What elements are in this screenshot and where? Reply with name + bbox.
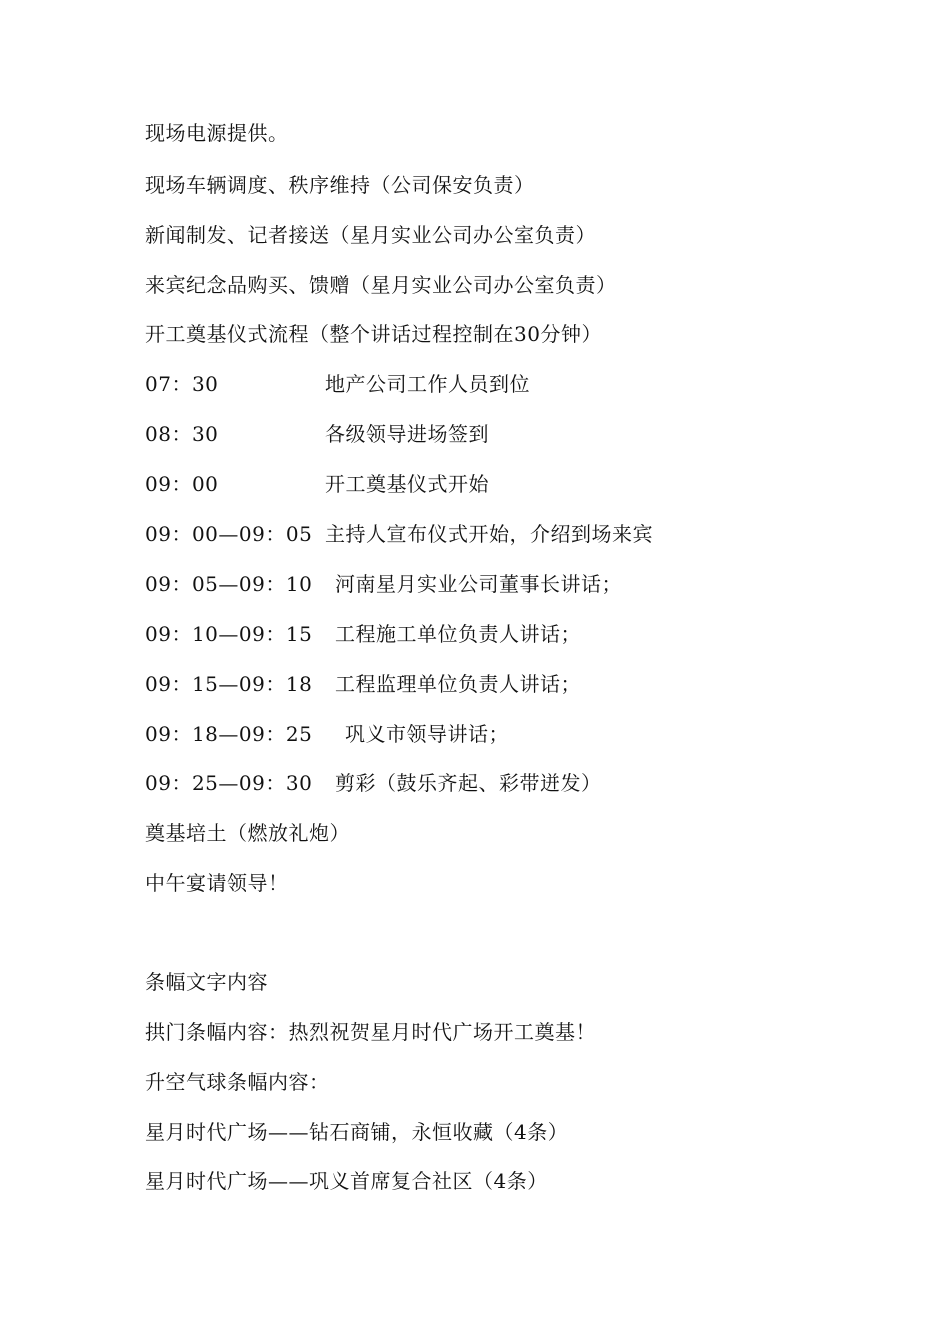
schedule-item: 河南星月实业公司董事长讲话； [335,572,622,596]
schedule-item: 开工奠基仪式开始 [325,472,489,496]
banner-arch-text: 拱门条幅内容：热烈祝贺星月时代广场开工奠基！ [145,1020,596,1044]
schedule-time: 09：10—09：15 [145,622,313,646]
schedule-time: 07：30 [145,372,219,396]
schedule-item: 各级领导进场签到 [325,422,489,446]
text-line: 新闻制发、记者接送（星月实业公司办公室负责） [145,223,596,247]
text-line: 现场电源提供。 [145,121,289,145]
banner-heading: 条幅文字内容 [145,970,268,994]
balloon-banner-text: 星月时代广场——钻石商铺，永恒收藏（4条） [145,1120,569,1144]
balloon-heading: 升空气球条幅内容： [145,1070,330,1094]
schedule-time: 09：05—09：10 [145,572,313,596]
schedule-time: 09：18—09：25 [145,722,313,746]
text-line: 来宾纪念品购买、馈赠（星月实业公司办公室负责） [145,273,617,297]
schedule-time: 09：15—09：18 [145,672,313,696]
text-line: 奠基培土（燃放礼炮） [145,821,350,845]
schedule-time: 09：00—09：05 [145,522,313,546]
schedule-item: 巩义市领导讲话； [345,722,509,746]
text-line: 中午宴请领导！ [145,871,289,895]
schedule-time: 08：30 [145,422,219,446]
schedule-item: 地产公司工作人员到位 [325,372,530,396]
text-line: 现场车辆调度、秩序维持（公司保安负责） [145,173,535,197]
schedule-item: 工程监理单位负责人讲话； [335,672,581,696]
schedule-item: 剪彩（鼓乐齐起、彩带迸发） [335,771,602,795]
schedule-time: 09：25—09：30 [145,771,313,795]
section-heading: 开工奠基仪式流程（整个讲话过程控制在30分钟） [145,322,602,346]
balloon-banner-text: 星月时代广场——巩义首席复合社区（4条） [145,1169,548,1193]
schedule-item: 工程施工单位负责人讲话； [335,622,581,646]
schedule-item: 主持人宣布仪式开始，介绍到场来宾 [325,522,653,546]
schedule-time: 09：00 [145,472,219,496]
